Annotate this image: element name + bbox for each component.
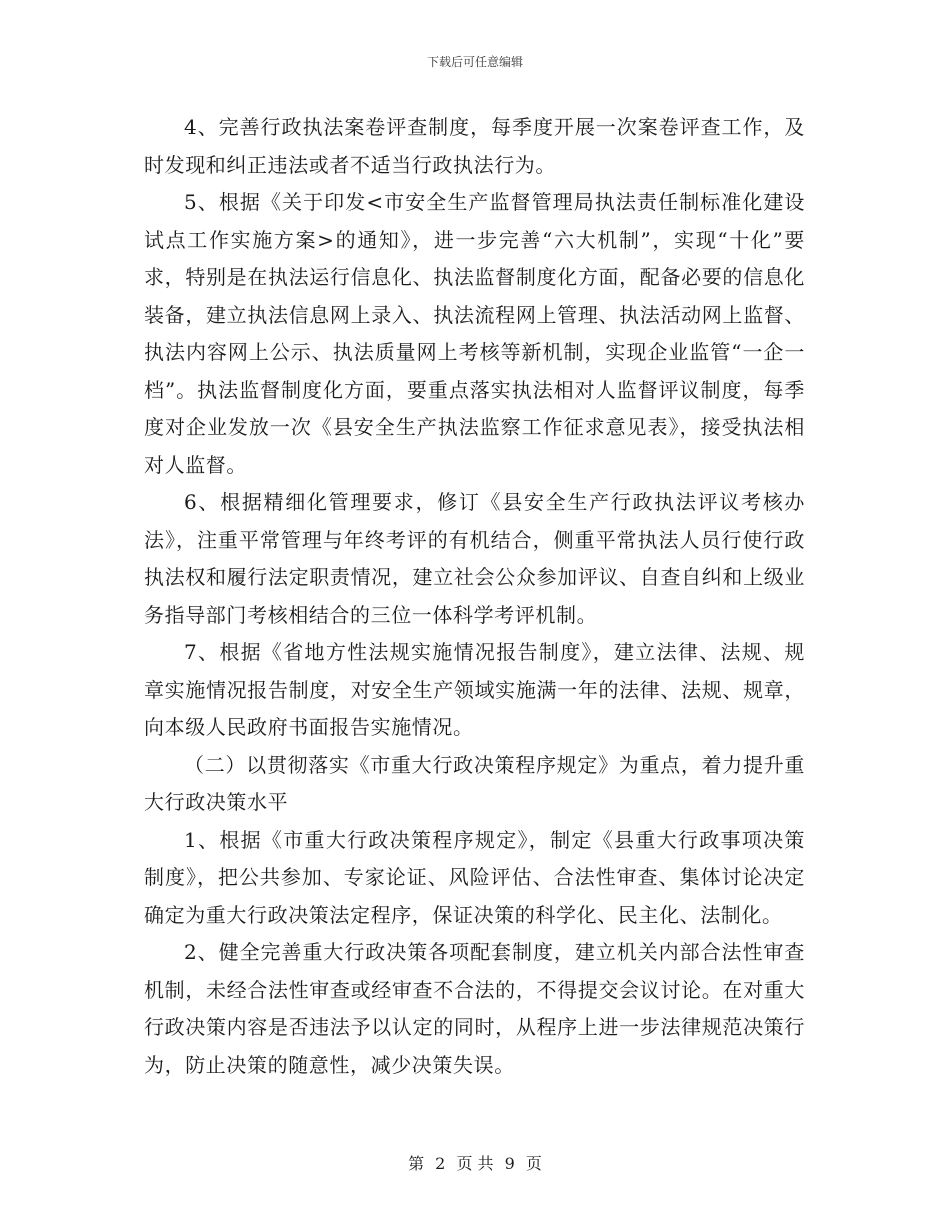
paragraph-item-2: 2、健全完善重大行政决策各项配套制度，建立机关内部合法性审查机制，未经合法性审查或经审查不合法的，不得提交会议讨论。在对重大行政决策内容是否违法予以认定的同时，从程序上进一步法律规范决策行为，防止决策的随意性，减少决策失误。: [144, 940, 805, 1077]
section-heading-2: （二）以贯彻落实《市重大行政决策程序规定》为重点，着力提升重大行政决策水平: [144, 752, 805, 814]
paragraph-item-7: 7、根据《省地方性法规实施情况报告制度》，建立法律、法规、规章实施情况报告制度，对安全生产领域实施满一年的法律、法规、规章，向本级人民政府书面报告实施情况。: [144, 640, 805, 739]
page-footer: [0, 1154, 950, 1174]
footer-prefix: 第: [408, 1154, 425, 1173]
paragraph-item-6: 6、根据精细化管理要求，修订《县安全生产行政执法评议考核办法》，注重平常管理与年终考评的有机结合，侧重平常执法人员行使行政执法权和履行法定职责情况，建立社会公众参加评议、自查自纠和上级业务指导部门考核相结合的三位一体科学考评机制。: [144, 490, 805, 627]
document-body: [144, 109, 805, 1084]
page-header: 下载后可任意编辑: [426, 55, 523, 69]
page-number: 2: [435, 1154, 446, 1173]
paragraph-item-1: 1、根据《市重大行政决策程序规定》，制定《县重大行政事项决策制度》，把公共参加、专家论证、风险评估、合法性审查、集体讨论决定确定为重大行政决策法定程序，保证决策的科学化、民主化、法制化。: [144, 827, 805, 927]
footer-suffix: 页: [525, 1154, 542, 1173]
footer-middle: 页 共: [456, 1154, 494, 1173]
paragraph-item-4: 4、完善行政执法案卷评查制度，每季度开展一次案卷评查工作，及时发现和纠正违法或者不适当行政执法行为。: [144, 115, 805, 177]
total-pages: 9: [504, 1154, 515, 1173]
paragraph-item-5: 5、根据《关于印发<市安全生产监督管理局执法责任制标准化建设试点工作实施方案>的通知》，进一步完善“六大机制”，实现“十化”要求，特别是在执法运行信息化、执法监督制度化方面，配备必要的信息化装备，建立执法信息网上录入、执法流程网上管理、执法活动网上监督、执法内容网上公示、执法质量网上考核等新机制，实现企业监管“一企一档”。执法监督制度化方面，要重点落实执法相对人监督评议制度，每季度对企业发放一次《县安全生产执法监察工作征求意见表》，接受执法相对人监督。: [144, 190, 805, 477]
